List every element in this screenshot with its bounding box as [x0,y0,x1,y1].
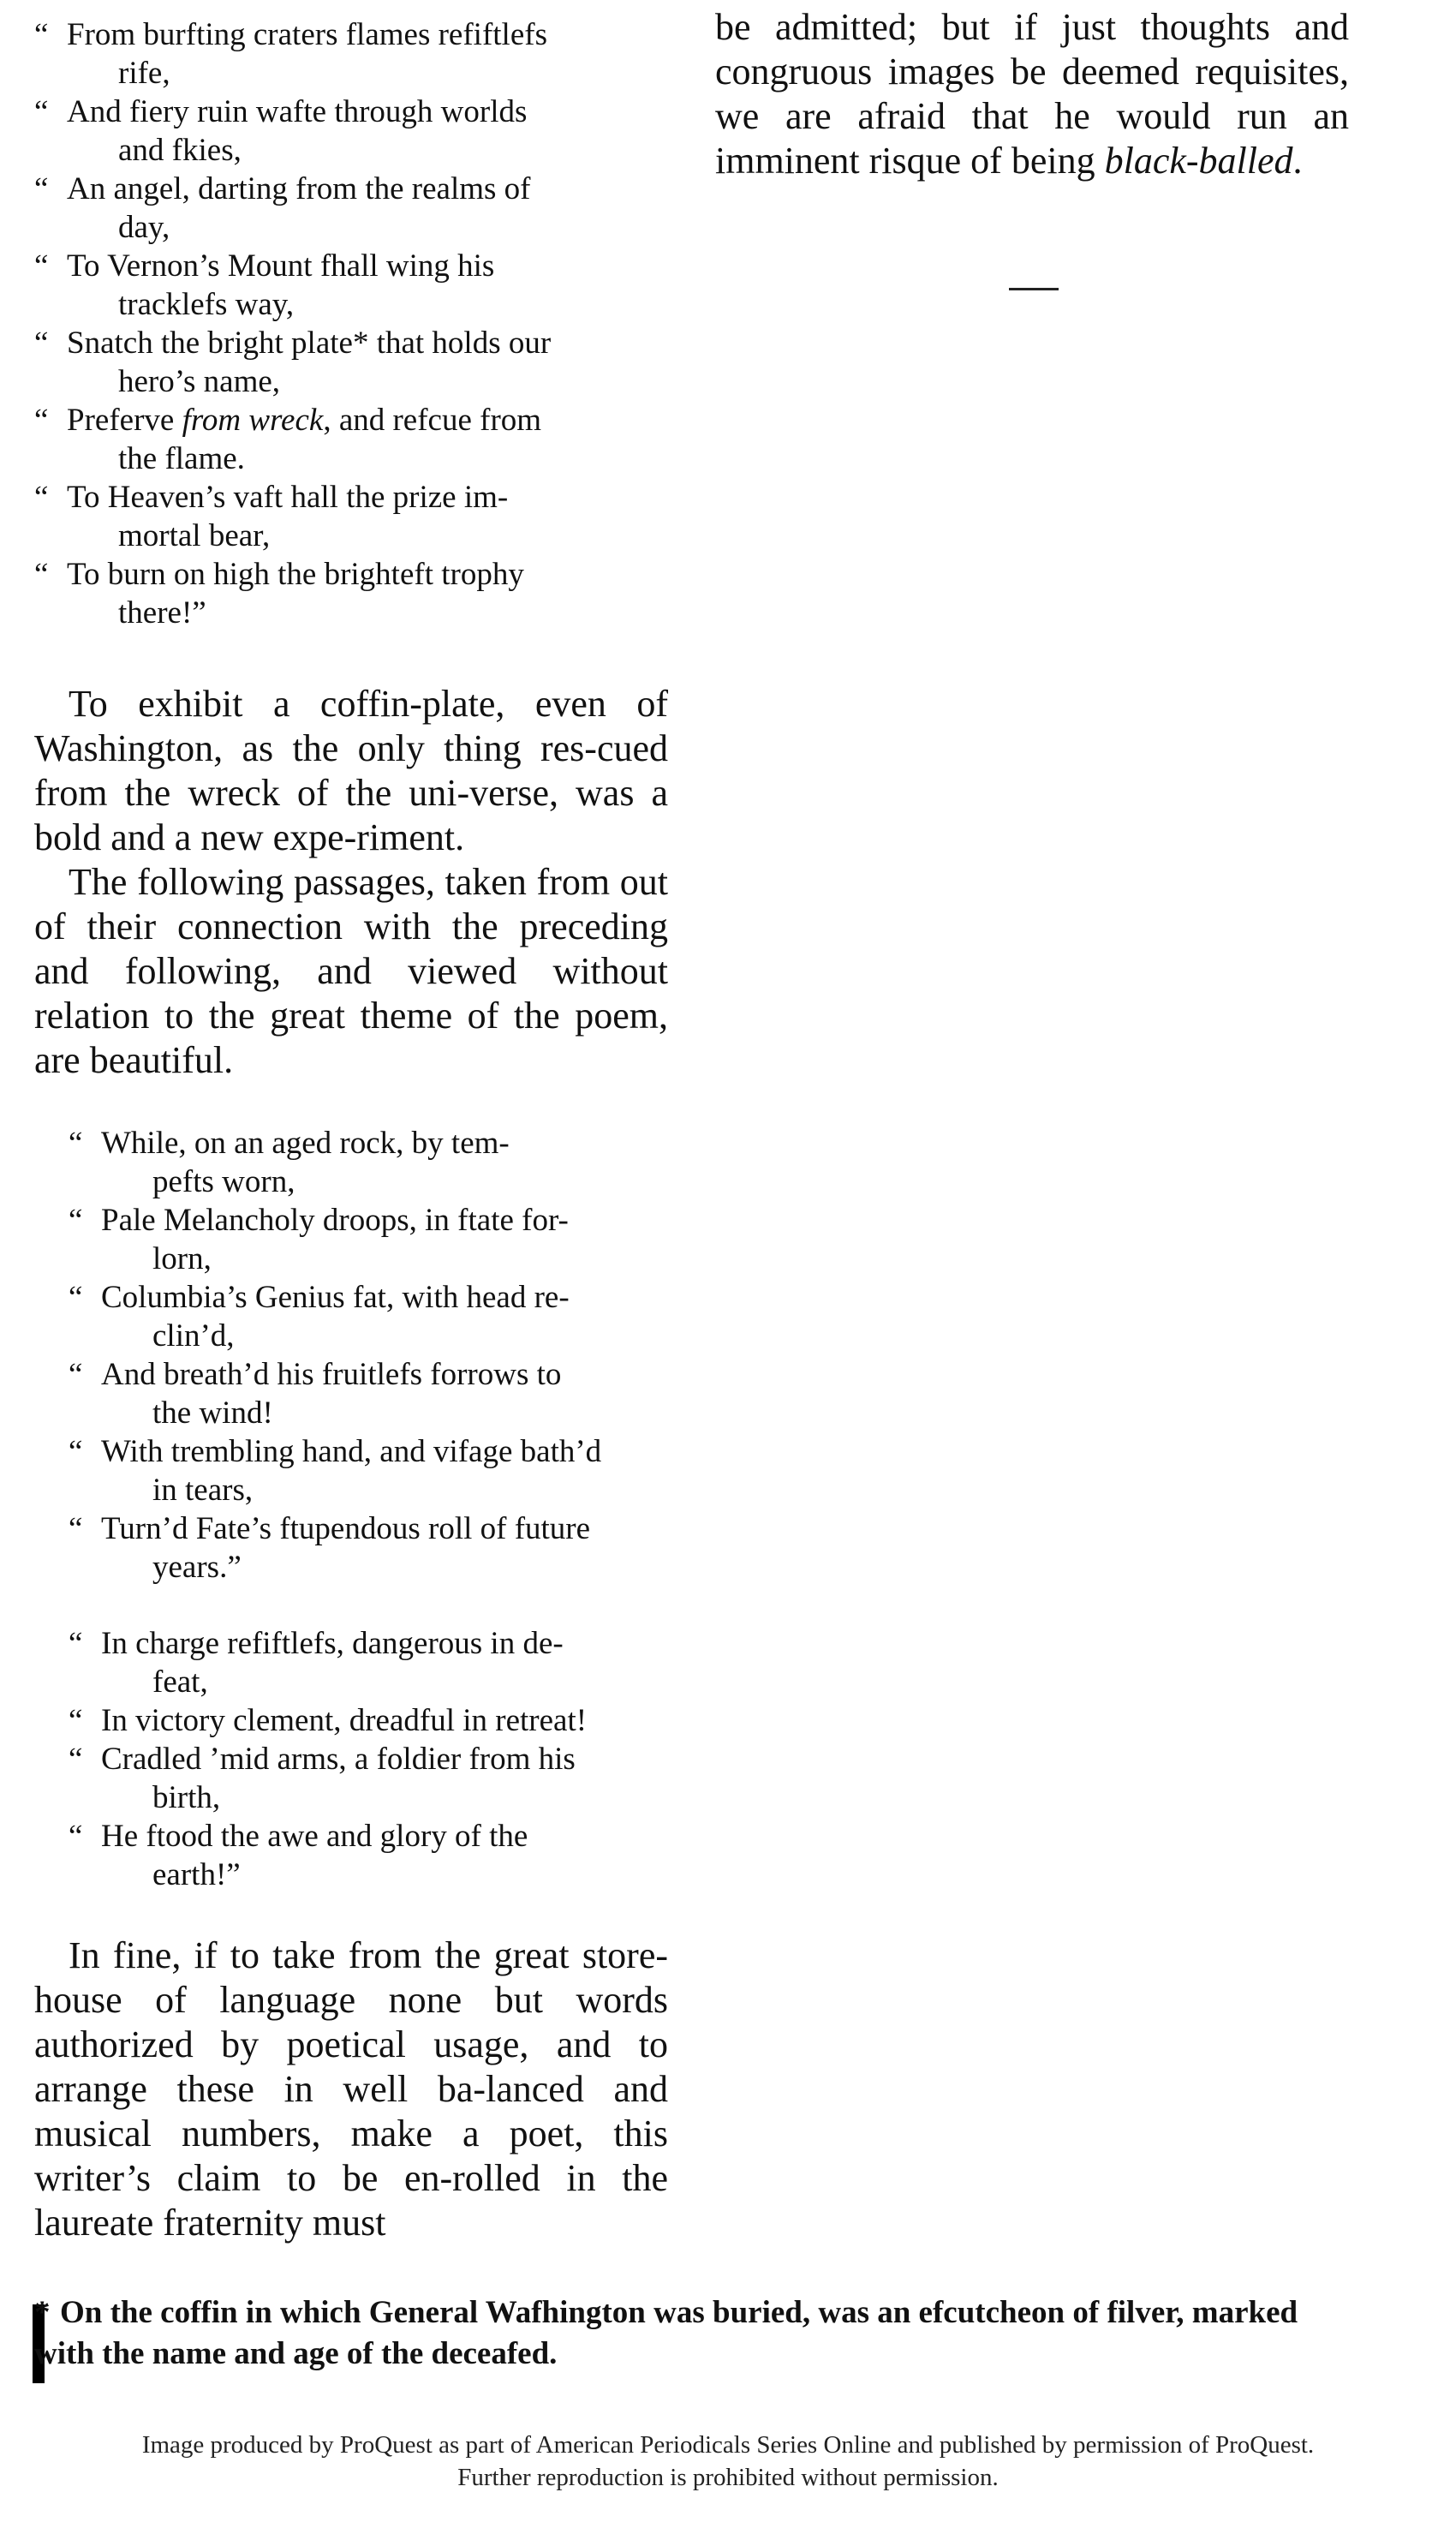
paragraph-in-fine: In fine, if to take from the great store-house of language none but words authorized by poetical usage, and to arrange these in well ba-lanced and musical numbers, make a poet, this writer’s claim to be en-rolled in the laureate fraternity must [34,1934,668,2244]
verse-line: “ From burfting craters flames refiftlefs rife, [34,17,547,91]
poem-excerpt-3 [34,1624,668,1894]
verse-line: “ Cradled ’mid arms, a foldier from his birth, [69,1742,576,1815]
poem-excerpt-2 [34,1124,668,1587]
section-divider [1009,288,1059,290]
verse-line: “ With trembling hand, and vifage bath’d in tears, [69,1434,602,1508]
verse-line: “ And fiery ruin wafte through worlds and fkies, [34,94,528,168]
paragraph-following-passages: The following passages, taken from out of their connection with the preceding and following, and viewed without relation to the great theme of the poem, are beautiful. [34,861,668,1081]
copyright-line-1: Image produced by ProQuest as part of American Periodicals Series Online and published by permission of ProQuest. [141,2431,1315,2459]
verse-line: “ To Heaven’s vaft hall the prize im- mortal bear, [34,480,509,553]
verse-line: “ Snatch the bright plate* that holds our hero’s name, [34,326,552,399]
verse-line: “ In charge refiftlefs, dangerous in de- feat, [69,1626,564,1700]
verse-line: “ While, on an aged rock, by tem- pefts worn, [69,1126,510,1199]
paragraph-continuation: be admitted; but if just thoughts and congruous images be deemed requisites, we are afraid that he would run an imminent risque of being black-balled. [715,6,1349,182]
verse-line: “ Turn’d Fate’s ftupendous roll of future years.” [69,1511,591,1585]
right-column [715,5,1349,183]
footnote [34,2292,1353,2375]
copyright-notice [0,2429,1456,2494]
copyright-line-2: Further reproduction is prohibited without permission. [457,2464,999,2491]
verse-line: “ And breath’d his fruitlefs forrows to the wind! [69,1357,562,1431]
footnote-text: On the coffin in which General Wafhington was buried, was an efcutcheon of filver, marked with the name and age of the deceafed. [34,2295,1298,2371]
italic-phrase: from wreck [182,403,324,438]
paragraph-coffin-plate: To exhibit a coffin-plate, even of Washington, as the only thing res-cued from the wreck of the uni-verse, was a bold and a new expe-riment. [34,683,668,858]
verse-line: “ Pale Melancholy droops, in ftate for- lorn, [69,1203,569,1276]
poem-excerpt-1 [34,15,668,632]
verse-line: “ He ftood the awe and glory of the earth!” [69,1819,528,1892]
italic-phrase: black-balled [1104,140,1293,182]
verse-line: “ Preferve from wreck, and refcue from the flame. [34,403,542,476]
verse-line: “ Columbia’s Genius fat, with head re- clin’d, [69,1280,570,1354]
verse-line: “ To burn on high the brighteft trophy there!” [34,557,524,631]
verse-line: “ To Vernon’s Mount fhall wing his tracklefs way, [34,248,495,322]
verse-line: “ In victory clement, dreadful in retreat! [69,1703,588,1738]
left-column [34,15,668,2245]
verse-line: “ An angel, darting from the realms of day, [34,171,531,245]
footnote-marker: * [34,2295,51,2330]
